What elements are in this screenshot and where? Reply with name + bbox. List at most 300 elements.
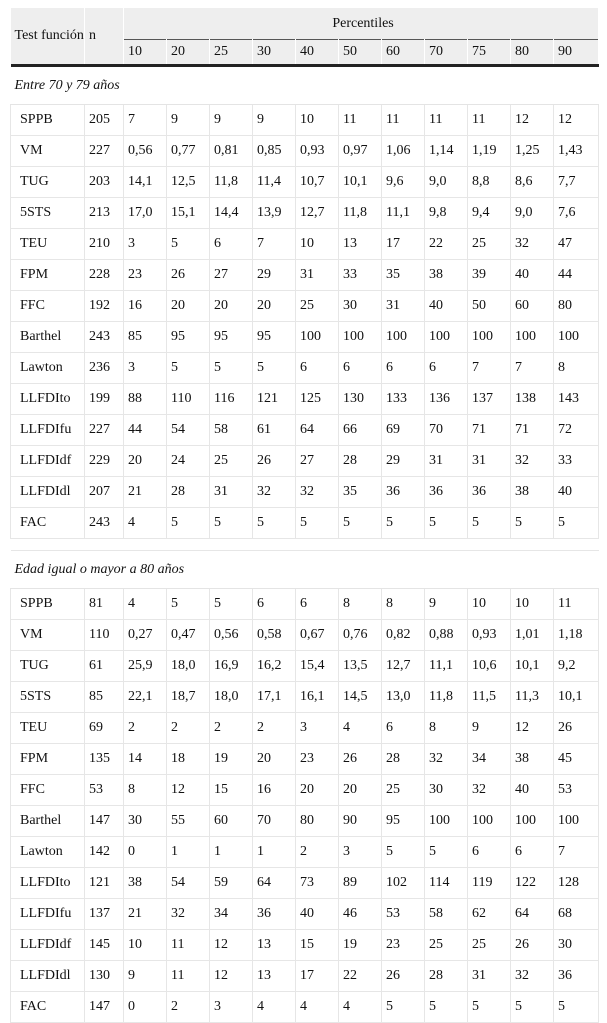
- percentile-value-cell: 28: [382, 744, 425, 775]
- percentile-value-cell: 13: [253, 930, 296, 961]
- percentile-value-cell: 20: [253, 744, 296, 775]
- percentile-value-cell: 8: [382, 589, 425, 620]
- n-cell: 243: [85, 322, 124, 353]
- percentile-value-cell: 14,4: [210, 198, 253, 229]
- percentile-value-cell: 38: [425, 260, 468, 291]
- percentile-value-cell: 0,77: [167, 136, 210, 167]
- percentile-value-cell: 16,1: [296, 682, 339, 713]
- percentile-value-cell: 143: [554, 384, 599, 415]
- percentile-value-cell: 30: [124, 806, 167, 837]
- table-row: [11, 415, 599, 446]
- percentile-value-cell: 46: [339, 899, 382, 930]
- percentile-value-cell: 32: [511, 961, 554, 992]
- test-name-cell: 5STS: [11, 198, 85, 229]
- percentile-value-cell: 11: [382, 105, 425, 136]
- percentile-value-cell: 70: [253, 806, 296, 837]
- n-cell: 199: [85, 384, 124, 415]
- percentile-value-cell: 19: [210, 744, 253, 775]
- percentile-value-cell: 0,47: [167, 620, 210, 651]
- percentile-value-cell: 6: [468, 837, 511, 868]
- percentile-value-cell: 100: [425, 322, 468, 353]
- percentile-value-cell: 20: [253, 291, 296, 322]
- percentile-value-cell: 11,1: [425, 651, 468, 682]
- test-name-cell: LLFDIdl: [11, 477, 85, 508]
- percentile-value-cell: 4: [124, 508, 167, 539]
- percentile-value-cell: 100: [382, 322, 425, 353]
- test-name-cell: LLFDIto: [11, 384, 85, 415]
- table-row: [11, 744, 599, 775]
- percentile-value-cell: 31: [296, 260, 339, 291]
- percentile-value-cell: 35: [382, 260, 425, 291]
- table-row: [11, 930, 599, 961]
- percentile-value-cell: 25: [468, 930, 511, 961]
- percentile-header-cell: 75: [468, 40, 511, 66]
- percentile-value-cell: 10: [296, 229, 339, 260]
- n-cell: 205: [85, 105, 124, 136]
- table-row: [11, 775, 599, 806]
- percentile-value-cell: 31: [210, 477, 253, 508]
- percentile-value-cell: 64: [511, 899, 554, 930]
- table-row: [11, 291, 599, 322]
- table-row: [11, 837, 599, 868]
- table-row: [11, 260, 599, 291]
- percentile-value-cell: 29: [382, 446, 425, 477]
- percentile-value-cell: 18,0: [167, 651, 210, 682]
- percentile-value-cell: 5: [468, 992, 511, 1023]
- percentile-value-cell: 11: [167, 930, 210, 961]
- percentile-value-cell: 4: [296, 992, 339, 1023]
- n-cell: 145: [85, 930, 124, 961]
- percentile-value-cell: 32: [468, 775, 511, 806]
- percentile-value-cell: 8: [339, 589, 382, 620]
- percentile-value-cell: 73: [296, 868, 339, 899]
- percentile-value-cell: 38: [511, 477, 554, 508]
- percentile-value-cell: 15,1: [167, 198, 210, 229]
- percentile-value-cell: 18,0: [210, 682, 253, 713]
- n-cell: 61: [85, 651, 124, 682]
- percentile-value-cell: 130: [339, 384, 382, 415]
- header-row-top: [11, 8, 599, 40]
- percentile-value-cell: 21: [124, 899, 167, 930]
- percentile-value-cell: 11,4: [253, 167, 296, 198]
- percentile-value-cell: 1,18: [554, 620, 599, 651]
- table-row: [11, 105, 599, 136]
- percentile-value-cell: 32: [425, 744, 468, 775]
- percentile-value-cell: 4: [253, 992, 296, 1023]
- percentile-value-cell: 7,7: [554, 167, 599, 198]
- n-cell: 213: [85, 198, 124, 229]
- percentile-value-cell: 5: [425, 992, 468, 1023]
- percentile-value-cell: 85: [124, 322, 167, 353]
- percentile-value-cell: 31: [468, 961, 511, 992]
- n-cell: 192: [85, 291, 124, 322]
- percentile-value-cell: 11: [339, 105, 382, 136]
- percentile-value-cell: 121: [253, 384, 296, 415]
- test-name-cell: LLFDIdf: [11, 446, 85, 477]
- percentile-value-cell: 22: [339, 961, 382, 992]
- table-row: [11, 806, 599, 837]
- section-title: Entre 70 y 79 años: [11, 67, 599, 105]
- percentile-value-cell: 11,3: [511, 682, 554, 713]
- n-cell: 203: [85, 167, 124, 198]
- table-row: [11, 992, 599, 1023]
- percentile-value-cell: 122: [511, 868, 554, 899]
- percentile-value-cell: 102: [382, 868, 425, 899]
- percentile-value-cell: 53: [382, 899, 425, 930]
- percentile-header-cell: 25: [210, 40, 253, 66]
- percentile-value-cell: 28: [167, 477, 210, 508]
- percentile-value-cell: 16,2: [253, 651, 296, 682]
- percentile-value-cell: 1: [210, 837, 253, 868]
- percentile-value-cell: 5: [296, 508, 339, 539]
- percentile-value-cell: 5: [253, 353, 296, 384]
- test-name-cell: TUG: [11, 651, 85, 682]
- percentile-value-cell: 114: [425, 868, 468, 899]
- percentile-value-cell: 0,85: [253, 136, 296, 167]
- percentile-value-cell: 5: [425, 508, 468, 539]
- percentile-value-cell: 5: [382, 992, 425, 1023]
- percentile-value-cell: 17: [382, 229, 425, 260]
- percentile-value-cell: 5: [468, 508, 511, 539]
- percentile-value-cell: 17,0: [124, 198, 167, 229]
- percentile-value-cell: 38: [124, 868, 167, 899]
- percentile-value-cell: 12: [210, 961, 253, 992]
- percentile-value-cell: 71: [468, 415, 511, 446]
- percentile-value-cell: 33: [339, 260, 382, 291]
- table-row: [11, 384, 599, 415]
- percentile-value-cell: 36: [554, 961, 599, 992]
- percentile-value-cell: 5: [339, 508, 382, 539]
- test-name-cell: TEU: [11, 713, 85, 744]
- percentile-value-cell: 5: [554, 508, 599, 539]
- percentile-value-cell: 119: [468, 868, 511, 899]
- percentile-value-cell: 13,5: [339, 651, 382, 682]
- percentile-value-cell: 100: [468, 806, 511, 837]
- percentile-value-cell: 1,43: [554, 136, 599, 167]
- percentile-value-cell: 88: [124, 384, 167, 415]
- percentile-value-cell: 2: [253, 713, 296, 744]
- percentile-value-cell: 8,8: [468, 167, 511, 198]
- percentile-value-cell: 31: [425, 446, 468, 477]
- percentile-value-cell: 6: [296, 589, 339, 620]
- percentile-value-cell: 125: [296, 384, 339, 415]
- test-name-cell: TEU: [11, 229, 85, 260]
- percentile-value-cell: 33: [554, 446, 599, 477]
- percentile-value-cell: 9,4: [468, 198, 511, 229]
- percentile-value-cell: 0,93: [468, 620, 511, 651]
- table-row: [11, 899, 599, 930]
- percentile-value-cell: 44: [124, 415, 167, 446]
- test-name-cell: FAC: [11, 992, 85, 1023]
- percentile-value-cell: 10: [296, 105, 339, 136]
- percentile-value-cell: 5: [210, 508, 253, 539]
- percentile-value-cell: 13,9: [253, 198, 296, 229]
- test-name-cell: SPPB: [11, 589, 85, 620]
- test-name-cell: FPM: [11, 260, 85, 291]
- percentile-header-cell: 90: [554, 40, 599, 66]
- test-name-cell: LLFDIfu: [11, 899, 85, 930]
- percentile-value-cell: 2: [124, 713, 167, 744]
- percentiles-table: [10, 8, 599, 1023]
- percentile-value-cell: 7: [511, 353, 554, 384]
- percentile-value-cell: 23: [382, 930, 425, 961]
- test-name-cell: SPPB: [11, 105, 85, 136]
- percentile-value-cell: 7,6: [554, 198, 599, 229]
- percentile-value-cell: 64: [296, 415, 339, 446]
- test-name-cell: FFC: [11, 291, 85, 322]
- percentile-value-cell: 100: [554, 806, 599, 837]
- percentile-value-cell: 53: [554, 775, 599, 806]
- percentile-value-cell: 9: [468, 713, 511, 744]
- percentile-value-cell: 12: [554, 105, 599, 136]
- percentile-value-cell: 12,5: [167, 167, 210, 198]
- percentile-value-cell: 89: [339, 868, 382, 899]
- percentile-value-cell: 10,1: [554, 682, 599, 713]
- percentile-value-cell: 32: [167, 899, 210, 930]
- percentile-value-cell: 9: [124, 961, 167, 992]
- percentiles-header: Percentiles: [124, 8, 599, 40]
- table-row: [11, 446, 599, 477]
- percentile-value-cell: 6: [210, 229, 253, 260]
- test-name-cell: Lawton: [11, 353, 85, 384]
- percentile-value-cell: 31: [382, 291, 425, 322]
- percentile-value-cell: 12,7: [382, 651, 425, 682]
- percentile-value-cell: 32: [511, 229, 554, 260]
- percentile-value-cell: 11,8: [425, 682, 468, 713]
- percentile-value-cell: 60: [511, 291, 554, 322]
- percentile-value-cell: 10,7: [296, 167, 339, 198]
- percentile-value-cell: 21: [124, 477, 167, 508]
- percentile-value-cell: 100: [511, 322, 554, 353]
- percentile-value-cell: 40: [511, 775, 554, 806]
- percentile-value-cell: 40: [511, 260, 554, 291]
- percentile-value-cell: 10,1: [339, 167, 382, 198]
- percentile-value-cell: 32: [253, 477, 296, 508]
- percentile-value-cell: 5: [425, 837, 468, 868]
- percentile-value-cell: 16,9: [210, 651, 253, 682]
- percentile-value-cell: 0,82: [382, 620, 425, 651]
- table-row: [11, 682, 599, 713]
- test-name-cell: FPM: [11, 744, 85, 775]
- n-cell: 130: [85, 961, 124, 992]
- test-name-cell: VM: [11, 136, 85, 167]
- percentile-value-cell: 47: [554, 229, 599, 260]
- percentile-value-cell: 11,5: [468, 682, 511, 713]
- percentile-value-cell: 9,0: [425, 167, 468, 198]
- percentile-value-cell: 11,8: [339, 198, 382, 229]
- percentile-value-cell: 70: [425, 415, 468, 446]
- percentile-value-cell: 1,14: [425, 136, 468, 167]
- n-cell: 135: [85, 744, 124, 775]
- percentile-value-cell: 5: [511, 508, 554, 539]
- percentile-value-cell: 29: [253, 260, 296, 291]
- percentile-value-cell: 9,8: [425, 198, 468, 229]
- table-row: [11, 868, 599, 899]
- percentile-value-cell: 11: [425, 105, 468, 136]
- percentile-value-cell: 22,1: [124, 682, 167, 713]
- percentile-value-cell: 0: [124, 837, 167, 868]
- n-cell: 85: [85, 682, 124, 713]
- percentile-value-cell: 15: [296, 930, 339, 961]
- percentile-value-cell: 12: [167, 775, 210, 806]
- section-header-row: [11, 551, 599, 589]
- percentile-value-cell: 5: [382, 837, 425, 868]
- percentile-value-cell: 2: [167, 713, 210, 744]
- percentile-header-cell: 20: [167, 40, 210, 66]
- percentile-value-cell: 62: [468, 899, 511, 930]
- percentile-value-cell: 50: [468, 291, 511, 322]
- section-header-row: [11, 67, 599, 105]
- percentile-value-cell: 100: [339, 322, 382, 353]
- percentile-value-cell: 0,56: [210, 620, 253, 651]
- percentile-value-cell: 9: [167, 105, 210, 136]
- table-row: [11, 713, 599, 744]
- percentile-value-cell: 0,67: [296, 620, 339, 651]
- percentile-value-cell: 7: [253, 229, 296, 260]
- test-name-cell: LLFDIdf: [11, 930, 85, 961]
- percentile-value-cell: 34: [468, 744, 511, 775]
- section-title: Edad igual o mayor a 80 años: [11, 551, 599, 589]
- percentile-value-cell: 136: [425, 384, 468, 415]
- percentile-header-cell: 30: [253, 40, 296, 66]
- percentile-value-cell: 17,1: [253, 682, 296, 713]
- percentile-value-cell: 133: [382, 384, 425, 415]
- percentile-value-cell: 15: [210, 775, 253, 806]
- percentile-value-cell: 100: [511, 806, 554, 837]
- percentile-value-cell: 28: [339, 446, 382, 477]
- percentile-value-cell: 0,27: [124, 620, 167, 651]
- percentile-value-cell: 31: [468, 446, 511, 477]
- percentile-value-cell: 7: [554, 837, 599, 868]
- percentile-value-cell: 13: [339, 229, 382, 260]
- percentile-value-cell: 0,56: [124, 136, 167, 167]
- percentile-value-cell: 26: [554, 713, 599, 744]
- percentile-value-cell: 45: [554, 744, 599, 775]
- percentile-value-cell: 100: [554, 322, 599, 353]
- percentile-value-cell: 0,88: [425, 620, 468, 651]
- percentile-value-cell: 116: [210, 384, 253, 415]
- n-cell: 236: [85, 353, 124, 384]
- table-row: [11, 477, 599, 508]
- percentile-value-cell: 26: [382, 961, 425, 992]
- percentile-value-cell: 3: [124, 353, 167, 384]
- percentile-value-cell: 25,9: [124, 651, 167, 682]
- percentile-header-cell: 40: [296, 40, 339, 66]
- percentile-value-cell: 10,1: [511, 651, 554, 682]
- percentile-value-cell: 12,7: [296, 198, 339, 229]
- percentile-value-cell: 137: [468, 384, 511, 415]
- test-name-cell: FAC: [11, 508, 85, 539]
- percentile-value-cell: 2: [210, 713, 253, 744]
- table-row: [11, 651, 599, 682]
- percentile-value-cell: 11: [468, 105, 511, 136]
- percentile-value-cell: 25: [210, 446, 253, 477]
- n-cell: 207: [85, 477, 124, 508]
- percentile-value-cell: 8,6: [511, 167, 554, 198]
- n-cell: 142: [85, 837, 124, 868]
- percentile-value-cell: 80: [554, 291, 599, 322]
- percentile-value-cell: 10,6: [468, 651, 511, 682]
- test-name-cell: Barthel: [11, 806, 85, 837]
- test-name-cell: LLFDIfu: [11, 415, 85, 446]
- percentile-value-cell: 12: [511, 105, 554, 136]
- percentile-value-cell: 20: [296, 775, 339, 806]
- test-name-cell: LLFDIto: [11, 868, 85, 899]
- percentile-value-cell: 25: [468, 229, 511, 260]
- percentile-value-cell: 11: [167, 961, 210, 992]
- percentile-value-cell: 1,01: [511, 620, 554, 651]
- percentile-value-cell: 54: [167, 415, 210, 446]
- test-name-cell: LLFDIdl: [11, 961, 85, 992]
- percentile-value-cell: 16: [124, 291, 167, 322]
- percentile-value-cell: 12: [511, 713, 554, 744]
- percentile-value-cell: 9,0: [511, 198, 554, 229]
- percentile-value-cell: 36: [425, 477, 468, 508]
- percentile-value-cell: 6: [296, 353, 339, 384]
- percentile-value-cell: 66: [339, 415, 382, 446]
- n-cell: 81: [85, 589, 124, 620]
- percentile-value-cell: 3: [210, 992, 253, 1023]
- percentile-value-cell: 19: [339, 930, 382, 961]
- percentile-value-cell: 58: [425, 899, 468, 930]
- percentile-value-cell: 90: [339, 806, 382, 837]
- percentile-value-cell: 1,06: [382, 136, 425, 167]
- percentile-value-cell: 3: [339, 837, 382, 868]
- percentile-value-cell: 95: [382, 806, 425, 837]
- percentile-value-cell: 9,2: [554, 651, 599, 682]
- percentile-value-cell: 20: [210, 291, 253, 322]
- percentile-value-cell: 8: [554, 353, 599, 384]
- percentile-value-cell: 5: [210, 353, 253, 384]
- percentile-value-cell: 54: [167, 868, 210, 899]
- percentile-value-cell: 0: [124, 992, 167, 1023]
- percentile-value-cell: 6: [511, 837, 554, 868]
- n-cell: 227: [85, 136, 124, 167]
- percentile-value-cell: 27: [296, 446, 339, 477]
- percentile-value-cell: 5: [167, 589, 210, 620]
- percentile-value-cell: 11: [554, 589, 599, 620]
- percentile-value-cell: 72: [554, 415, 599, 446]
- percentile-value-cell: 20: [339, 775, 382, 806]
- test-name-cell: FFC: [11, 775, 85, 806]
- n-cell: 110: [85, 620, 124, 651]
- percentile-value-cell: 14: [124, 744, 167, 775]
- percentile-value-cell: 11,1: [382, 198, 425, 229]
- percentile-value-cell: 1,19: [468, 136, 511, 167]
- percentile-value-cell: 80: [296, 806, 339, 837]
- percentile-value-cell: 10: [468, 589, 511, 620]
- percentile-value-cell: 110: [167, 384, 210, 415]
- percentile-value-cell: 1: [253, 837, 296, 868]
- percentile-value-cell: 38: [511, 744, 554, 775]
- percentile-value-cell: 6: [382, 713, 425, 744]
- percentile-value-cell: 17: [296, 961, 339, 992]
- percentile-value-cell: 1,25: [511, 136, 554, 167]
- percentile-value-cell: 6: [425, 353, 468, 384]
- percentile-value-cell: 60: [210, 806, 253, 837]
- percentile-value-cell: 40: [425, 291, 468, 322]
- table-row: [11, 322, 599, 353]
- percentile-value-cell: 40: [296, 899, 339, 930]
- percentile-value-cell: 95: [167, 322, 210, 353]
- percentile-value-cell: 25: [296, 291, 339, 322]
- percentile-value-cell: 0,97: [339, 136, 382, 167]
- percentile-value-cell: 128: [554, 868, 599, 899]
- table-row: [11, 136, 599, 167]
- percentile-value-cell: 26: [167, 260, 210, 291]
- table-row: [11, 620, 599, 651]
- percentile-value-cell: 35: [339, 477, 382, 508]
